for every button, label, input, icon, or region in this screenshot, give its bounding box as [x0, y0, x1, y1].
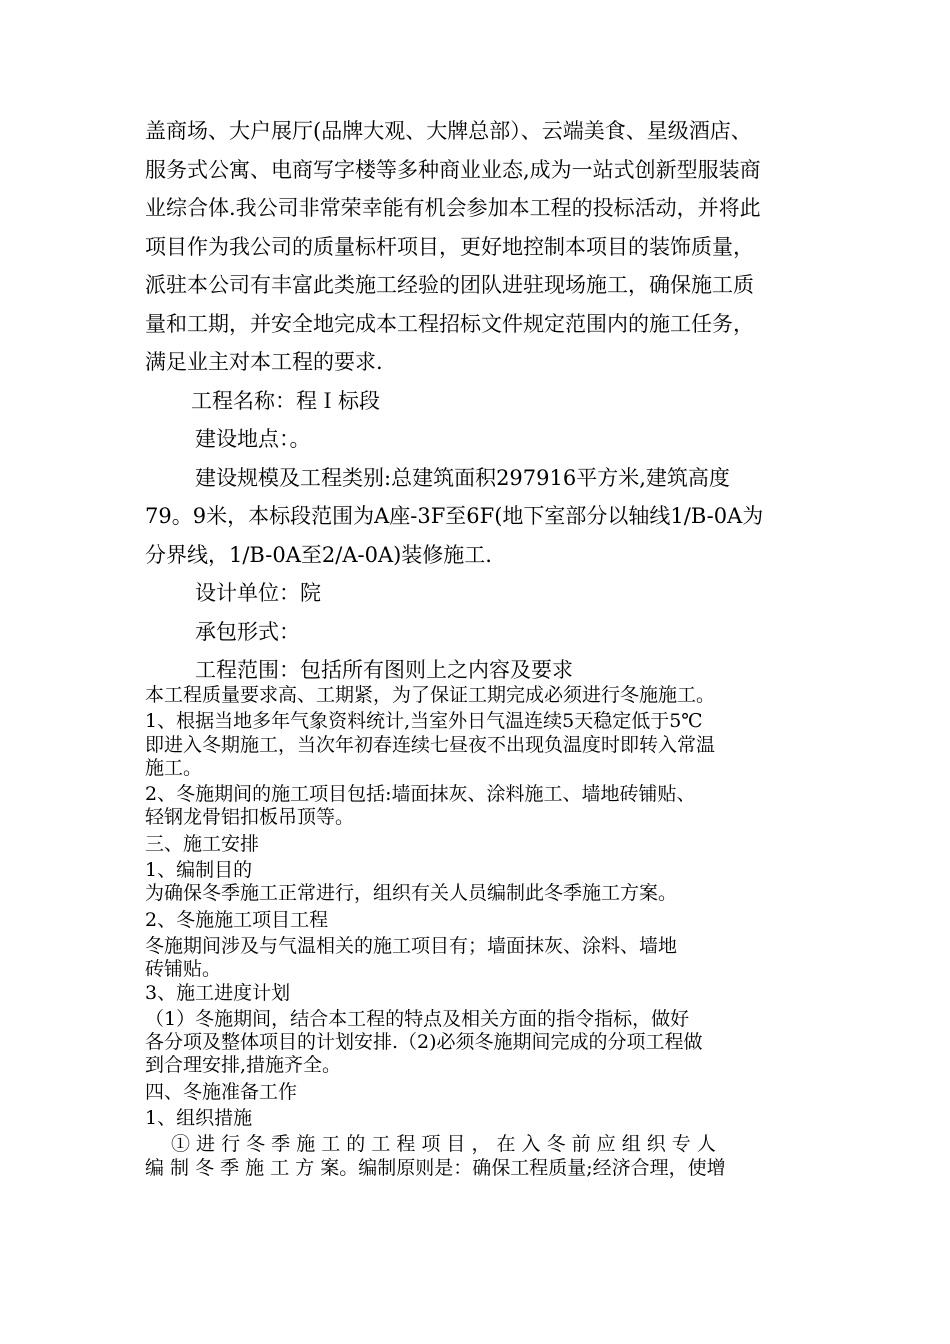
- project-overview-section: [145, 112, 825, 690]
- text-line: 即进入冬期施工，当次年初春连续七昼夜不出现负温度时即转入常温: [145, 733, 716, 756]
- sub-heading: 1、组织措施: [145, 1107, 253, 1130]
- text-line: 各分项及整体项目的计划安排.（2)必须冬施期间完成的分项工程做: [145, 1031, 703, 1054]
- section-heading: 四、冬施准备工作: [145, 1080, 298, 1103]
- text-line: （1）冬施期间，结合本工程的特点及相关方面的指令指标，做好: [145, 1007, 690, 1030]
- paragraph-line: 派驻本公司有丰富此类施工经验的团队进驻现场施工，确保施工质: [145, 273, 754, 297]
- text-line: ① 进 行 冬 季 施 工 的 工 程 项 目 ， 在 入 冬 前 应 组 织 专 人: [171, 1133, 716, 1156]
- paragraph-line: 业综合体.我公司非常荣幸能有机会参加本工程的投标活动，并将此: [145, 196, 761, 220]
- paragraph-line: 项目作为我公司的质量标杆项目，更好地控制本项目的装饰质量，: [145, 234, 754, 259]
- sub-heading: 3、施工进度计划: [145, 981, 291, 1004]
- sub-heading: 1、编制目的: [145, 859, 253, 882]
- text-line: 到合理安排,措施齐全。: [145, 1054, 342, 1077]
- text-line: 2、冬施期间的施工项目包括:墙面抹灰、涂料施工、墙地砖铺贴、: [145, 783, 696, 806]
- scope-line: 工程范围：包括所有图则上之内容及要求: [195, 658, 573, 682]
- text-line: 为确保冬季施工正常进行，组织有关人员编制此冬季施工方案。: [145, 882, 678, 905]
- text-line: 1、根据当地多年气象资料统计,当室外日气温连续5天稳定低于5℃: [145, 710, 703, 733]
- text-line: 施工。: [145, 756, 203, 779]
- scale-line: 79。9米，本标段范围为A座-3F至6F(地下室部分以轴线1/B-0A为: [145, 504, 764, 528]
- text-line: 轻钢龙骨铝扣板吊顶等。: [145, 806, 355, 829]
- text-line: 砖铺贴。: [145, 958, 222, 981]
- sub-heading: 2、冬施施工项目工程: [145, 908, 329, 931]
- paragraph-line: 盖商场、大户展厅(品牌大观、大牌总部）、云端美食、星级酒店、: [145, 119, 752, 143]
- project-name-line: 工程名称：程Ｉ标段: [191, 388, 380, 413]
- scale-line: 分界线，1/B-0A至2/A-0A)装修施工.: [145, 542, 492, 567]
- site-line: 建设地点：。: [195, 427, 311, 451]
- contract-form-line: 承包形式：: [195, 619, 300, 644]
- winter-construction-section: [145, 684, 825, 1180]
- paragraph-line: 服务式公寓、电商写字楼等多种商业业态,成为一站式创新型服装商: [145, 157, 761, 182]
- text-line: 编 制 冬 季 施 工 方 案。编制原则是：确保工程质量;经济合理，使增: [145, 1156, 726, 1179]
- text-line: 冬施期间涉及与气温相关的施工项目有；墙面抹灰、涂料、墙地: [145, 934, 678, 957]
- section-heading: 三、施工安排: [145, 832, 260, 855]
- scale-line: 建设规模及工程类别:总建筑面积297916平方米,建筑高度: [195, 465, 730, 490]
- text-line: 本工程质量要求高、工期紧，为了保证工期完成必须进行冬施施工。: [145, 684, 716, 706]
- design-unit-line: 设计单位：院: [195, 581, 321, 605]
- paragraph-line: 满足业主对本工程的要求.: [145, 350, 383, 374]
- paragraph-line: 量和工期，并安全地完成本工程招标文件规定范围内的施工任务，: [145, 311, 754, 336]
